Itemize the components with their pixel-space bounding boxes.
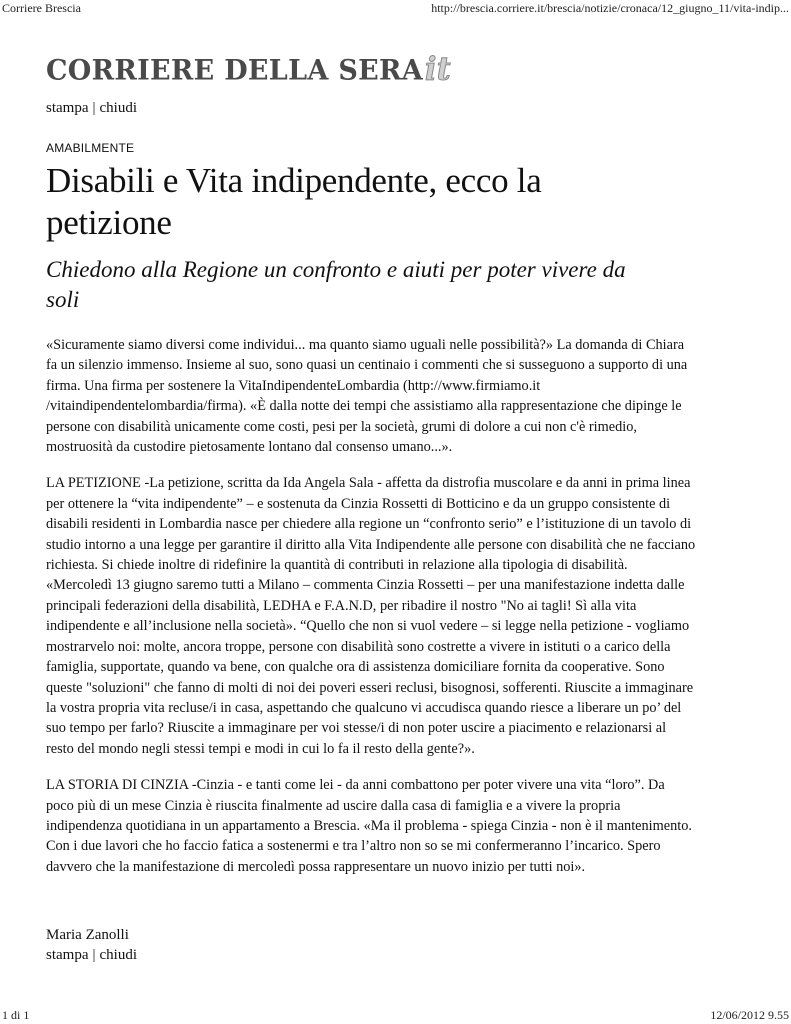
print-toolbar-bottom — [46, 947, 137, 964]
article-author: Maria Zanolli — [46, 927, 129, 943]
toolbar-separator: | — [92, 100, 96, 116]
print-link[interactable]: stampa — [46, 100, 89, 116]
print-header — [0, 0, 791, 16]
logo-main-text: CORRIERE DELLA SERA — [46, 54, 423, 87]
section-label: AMABILMENTE — [46, 141, 135, 155]
print-footer — [0, 1007, 791, 1023]
article-paragraph: LA PETIZIONE -La petizione, scritta da Ida Angela Sala - affetta da distrofia muscolare e da anni in prima linea per ottenere la “vita indipendente” – e sostenuta da Cinzia Rossetti di Botticino e da un gruppo consistente di disabili residenti in Lombardia nasce per chiedere alla regione un “confronto serio” e l’istituzione di un tavolo di studio intorno a una legge per garantire il diritto alla Vita Indipendente alle persone con disabilità che ne facciano richiesta. Si chiede inoltre di ridefinire la quantità di contributi in relazione alla tipologia di disabilità. «Mercoledì 13 giugno saremo tutti a Milano – commenta Cinzia Rossetti – per una manifestazione indetta dalle principali federazioni della disabilità, LEDHA e F.A.N.D, per ribadire il nostro "No ai tagli! Sì alla vita indipendente e all’inclusione nella società». “Quello che non si vuol vedere – si legge nella petizione - vogliamo mostrarvelo noi: molte, ancora troppe, persone con disabilità sono costrette a vivere in istituti o a carico della famiglia, supportate, quando va bene, con qualche ora di assistenza domiciliare fornita da cooperative. Sono queste "soluzioni" che fanno di molti di noi dei poveri esseri reclusi, bisognosi, sofferenti. Riuscite a immaginare la vostra propria vita recluse/i in casa, aspettando che qualcuno vi accudisca quando riesce a liberare un po’ del suo tempo per farlo? Riuscite a immaginare per voi stesse/i di non poter uscire a piacimento e relazionarsi al resto del mondo negli stessi tempi e modi in cui lo fa il resto della gente?». — [46, 475, 696, 757]
print-footer-page: 1 di 1 — [2, 1008, 30, 1022]
print-link[interactable]: stampa — [46, 947, 89, 963]
print-header-site: Corriere Brescia — [2, 1, 81, 15]
corriere-logo — [46, 51, 451, 88]
article-paragraph: LA STORIA DI CINZIA -Cinzia - e tanti come lei - da anni combattono per poter vivere una vita “loro”. Da poco più di un mese Cinzia è riuscita finalmente ad uscire dalla casa di famiglia e a vivere la propria indipendenza quotidiana in un appartamento a Brescia. «Ma il problema - spiega Cinzia - non è il mantenimento. Con i due lavori che ho faccio fatica a sostenermi e tra l’altro non so se mi confermeranno l’incarico. Spero davvero che la manifestazione di mercoledì possa rappresentare un nuovo inizio per tutti noi». — [46, 777, 692, 875]
logo-suffix-text: it — [425, 51, 451, 88]
article-body — [46, 335, 696, 893]
toolbar-separator: | — [92, 947, 96, 963]
article-subtitle: Chiedono alla Regione un confronto e aiuti per poter vivere da soli — [46, 257, 626, 312]
article-title: Disabili e Vita indipendente, ecco la petizione — [46, 161, 542, 242]
article-paragraph: «Sicuramente siamo diversi come individui... ma quanto siamo uguali nelle possibilità?» La domanda di Chiara fa un silenzio immenso. Insieme al suo, sono quasi un centinaio i commenti che si susseguono a supporto di una firma. Una firma per sostenere la VitaIndipendenteLombardia (http://www.firmiamo.it /vitaindipendentelombardia/firma). «È dalla notte dei tempi che assistiamo alla rappresentazione che dipinge le persone con disabilità unicamente come costi, pesi per la società, grumi di dolore a cui non c'è rimedio, mostruosità da custodire pietosamente lontano dal consenso umano...». — [46, 337, 688, 456]
close-link[interactable]: chiudi — [99, 947, 138, 963]
print-toolbar-top — [46, 100, 137, 117]
print-header-url: http://brescia.corriere.it/brescia/notizie/cronaca/12_giugno_11/vita-indip... — [431, 1, 789, 15]
print-footer-date: 12/06/2012 9.55 — [710, 1008, 789, 1022]
close-link[interactable]: chiudi — [99, 100, 138, 116]
